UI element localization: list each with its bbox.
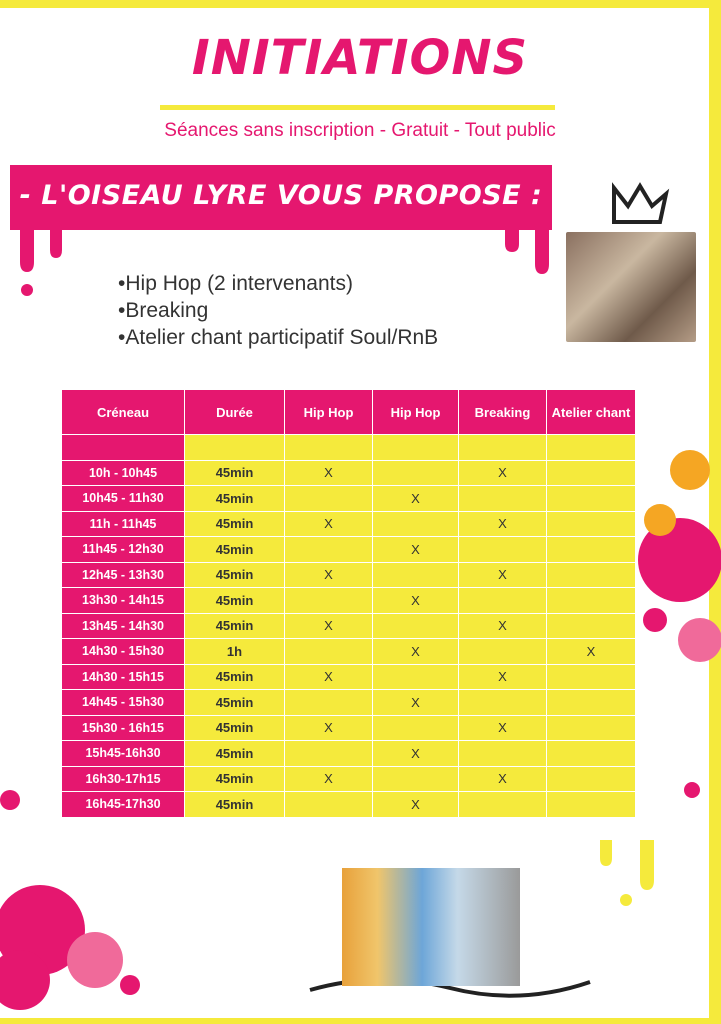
table-cell xyxy=(373,435,459,461)
activity-cell: X xyxy=(459,562,547,588)
service-item: • Breaking xyxy=(118,297,438,324)
activity-cell: X xyxy=(285,511,373,537)
table-row xyxy=(62,792,636,818)
activity-cell: X xyxy=(373,792,459,818)
time-slot-cell: 11h45 - 12h30 xyxy=(62,537,185,563)
activity-cell: X xyxy=(285,766,373,792)
activity-cell xyxy=(285,537,373,563)
time-slot-cell: 15h30 - 16h15 xyxy=(62,715,185,741)
activity-cell: X xyxy=(373,486,459,512)
activity-cell xyxy=(547,537,636,563)
activity-cell xyxy=(547,613,636,639)
time-slot-cell: 10h45 - 11h30 xyxy=(62,486,185,512)
activity-cell xyxy=(547,486,636,512)
activity-cell xyxy=(373,766,459,792)
time-slot-cell: 14h30 - 15h15 xyxy=(62,664,185,690)
page-title: INITIATIONS xyxy=(191,30,529,86)
title-underline xyxy=(160,105,555,110)
activity-cell xyxy=(285,639,373,665)
table-row xyxy=(62,741,636,767)
table-row xyxy=(62,460,636,486)
time-slot-cell: 13h45 - 14h30 xyxy=(62,613,185,639)
activity-cell xyxy=(459,792,547,818)
header-hip-hop-1: Hip Hop xyxy=(285,390,373,435)
time-slot-cell: 10h - 10h45 xyxy=(62,460,185,486)
header-duree: Durée xyxy=(185,390,285,435)
activity-cell: X xyxy=(459,511,547,537)
activity-cell: X xyxy=(285,460,373,486)
activity-cell xyxy=(373,511,459,537)
duration-cell: 45min xyxy=(185,511,285,537)
time-slot-cell: 11h - 11h45 xyxy=(62,511,185,537)
table-row xyxy=(62,613,636,639)
activity-cell xyxy=(547,511,636,537)
header-atelier-chant: Atelier chant xyxy=(547,390,636,435)
duration-cell: 1h xyxy=(185,639,285,665)
activity-cell xyxy=(547,715,636,741)
duration-cell: 45min xyxy=(185,766,285,792)
header-creneau: Créneau xyxy=(62,390,185,435)
activity-cell xyxy=(459,588,547,614)
schedule-header-row xyxy=(62,390,636,435)
table-row xyxy=(62,486,636,512)
duration-cell: 45min xyxy=(185,792,285,818)
services-list xyxy=(118,270,438,351)
activity-cell xyxy=(459,537,547,563)
activity-cell xyxy=(547,690,636,716)
activity-cell xyxy=(373,613,459,639)
table-row-blank xyxy=(62,435,636,461)
activity-cell xyxy=(285,588,373,614)
activity-cell: X xyxy=(373,588,459,614)
graffiti-photo xyxy=(342,868,520,986)
table-cell xyxy=(547,435,636,461)
service-item: • Hip Hop (2 intervenants) xyxy=(118,270,438,297)
header-breaking: Breaking xyxy=(459,390,547,435)
time-slot-cell: 16h30-17h15 xyxy=(62,766,185,792)
activity-cell xyxy=(285,690,373,716)
activity-cell: X xyxy=(459,766,547,792)
activity-cell xyxy=(373,460,459,486)
time-slot-cell: 13h30 - 14h15 xyxy=(62,588,185,614)
table-row xyxy=(62,537,636,563)
duration-cell: 45min xyxy=(185,741,285,767)
duration-cell: 45min xyxy=(185,562,285,588)
duration-cell: 45min xyxy=(185,690,285,716)
table-row xyxy=(62,664,636,690)
activity-cell xyxy=(285,486,373,512)
header-hip-hop-2: Hip Hop xyxy=(373,390,459,435)
service-item: • Atelier chant participatif Soul/RnB xyxy=(118,324,438,351)
activity-cell xyxy=(373,715,459,741)
duration-cell: 45min xyxy=(185,460,285,486)
activity-cell xyxy=(459,639,547,665)
duration-cell: 45min xyxy=(185,613,285,639)
activity-cell: X xyxy=(285,613,373,639)
duration-cell: 45min xyxy=(185,664,285,690)
activity-cell xyxy=(547,766,636,792)
table-row xyxy=(62,562,636,588)
duration-cell: 45min xyxy=(185,588,285,614)
table-row xyxy=(62,639,636,665)
activity-cell xyxy=(547,562,636,588)
table-row xyxy=(62,715,636,741)
activity-cell: X xyxy=(459,460,547,486)
activity-cell: X xyxy=(373,639,459,665)
activity-cell: X xyxy=(459,715,547,741)
activity-cell xyxy=(373,562,459,588)
duration-cell: 45min xyxy=(185,486,285,512)
activity-cell: X xyxy=(459,613,547,639)
time-slot-cell: 14h30 - 15h30 xyxy=(62,639,185,665)
activity-cell xyxy=(547,792,636,818)
time-slot-cell: 15h45-16h30 xyxy=(62,741,185,767)
banner-text: - L'OISEAU LYRE VOUS PROPOSE : xyxy=(19,180,543,211)
time-slot-cell: 16h45-17h30 xyxy=(62,792,185,818)
activity-cell: X xyxy=(373,741,459,767)
duration-cell: 45min xyxy=(185,537,285,563)
schedule-table xyxy=(61,389,636,818)
time-slot-cell: 12h45 - 13h30 xyxy=(62,562,185,588)
activity-cell: X xyxy=(373,537,459,563)
duration-cell: 45min xyxy=(185,715,285,741)
table-cell xyxy=(185,435,285,461)
activity-cell: X xyxy=(373,690,459,716)
activity-cell xyxy=(285,792,373,818)
activity-cell: X xyxy=(285,715,373,741)
dancer-photo xyxy=(566,232,696,342)
activity-cell xyxy=(547,664,636,690)
activity-cell: X xyxy=(285,562,373,588)
table-row xyxy=(62,511,636,537)
activity-cell: X xyxy=(547,639,636,665)
table-row xyxy=(62,588,636,614)
subtitle: Séances sans inscription - Gratuit - Tout public xyxy=(164,120,556,141)
table-row xyxy=(62,690,636,716)
activity-cell xyxy=(373,664,459,690)
activity-cell xyxy=(547,588,636,614)
activity-cell xyxy=(285,741,373,767)
table-row xyxy=(62,766,636,792)
activity-cell xyxy=(459,741,547,767)
activity-cell: X xyxy=(285,664,373,690)
table-cell xyxy=(459,435,547,461)
activity-cell xyxy=(547,460,636,486)
activity-cell xyxy=(459,486,547,512)
table-cell xyxy=(62,435,185,461)
activity-cell xyxy=(547,741,636,767)
time-slot-cell: 14h45 - 15h30 xyxy=(62,690,185,716)
table-cell xyxy=(285,435,373,461)
activity-cell: X xyxy=(459,664,547,690)
activity-cell xyxy=(459,690,547,716)
